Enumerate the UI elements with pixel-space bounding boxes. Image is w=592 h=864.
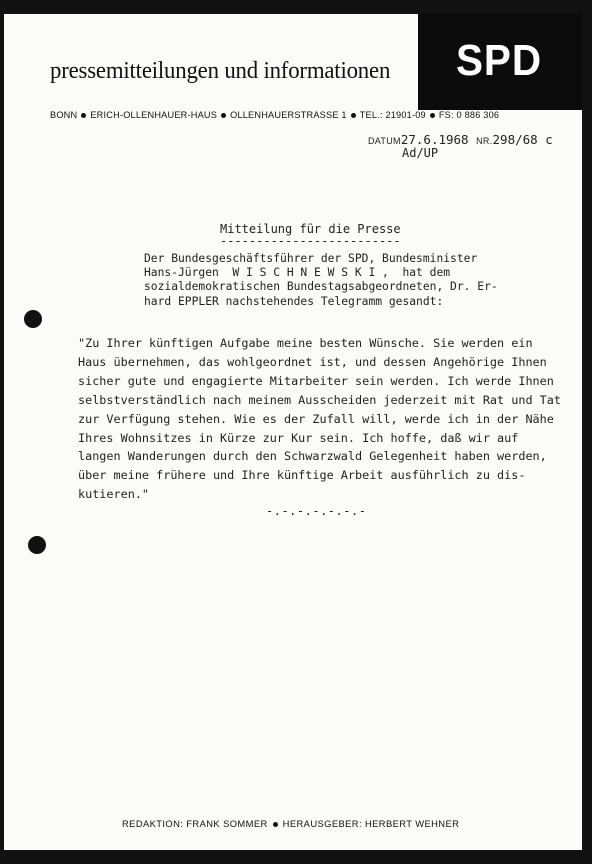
bullet-icon [430, 113, 435, 118]
number-value: 298/68 c [492, 132, 553, 147]
footer-redaktion: REDAKTION: FRANK SOMMER [122, 818, 268, 829]
date-value: 27.6.1968 [400, 132, 469, 147]
footer-herausgeber: HERAUSGEBER: HERBERT WEHNER [282, 818, 460, 829]
punch-hole-top [24, 310, 42, 328]
bullet-icon [351, 113, 356, 118]
reference-code: Ad/UP [402, 146, 439, 160]
address-building: ERICH-OLLENHAUER-HAUS [90, 110, 218, 120]
document-title: Mitteilung für die Presse [220, 222, 401, 236]
spd-logo: SPD [456, 36, 543, 85]
bullet-icon [273, 822, 278, 827]
address-telex: FS: 0 886 306 [438, 110, 500, 120]
document-meta [368, 132, 553, 147]
letterhead-heading: pressemitteilungen und informationen [50, 58, 391, 84]
address-city: BONN [50, 110, 78, 120]
title-underline: ------------------------- [220, 234, 401, 248]
address-phone: TEL.: 21901-09 [359, 110, 426, 120]
intro-paragraph: Der Bundesgeschäftsführer der SPD, Bundesminister Hans-Jürgen W I S C H N E W S K I , hat dem sozialdemokratischen Bundestagsabgeordneten, Dr. Er- hard EPPLER nachstehendes Telegramm gesandt: [144, 252, 498, 308]
date-label: DATUM [368, 136, 401, 146]
bullet-icon [81, 113, 86, 118]
address-street: OLLENHAUERSTRASSE 1 [230, 110, 347, 120]
document-page [4, 14, 582, 850]
telegram-text: "Zu Ihrer künftigen Aufgabe meine besten Wünsche. Sie werden ein Haus übernehmen, das wohlgeordnet ist, und dessen Angehörige Ihnen sicher gute und engagierte Mitarbeiter sein werden. Ich werde Ihnen selbstverständlich nach meinem Ausscheiden jederzeit mit Rat und Tat zur Verfügung stehen. Wie es der Zufall will, werde ich in der Nähe Ihres Wohnsitzes in Kürze zur Kur sein. Ich hoffe, daß wir auf langen Wanderungen durch den Schwarzwald Gelegenheit haben werden, über meine frühere und Ihre künftige Arbeit ausführlich zu dis- kutieren." [78, 336, 561, 502]
address-line [50, 110, 562, 120]
punch-hole-bottom [28, 536, 46, 554]
footer-line [122, 818, 459, 829]
number-label: NR. [476, 136, 493, 146]
end-separator: -.-.-.-.-.-.- [266, 504, 367, 518]
bullet-icon [221, 113, 226, 118]
